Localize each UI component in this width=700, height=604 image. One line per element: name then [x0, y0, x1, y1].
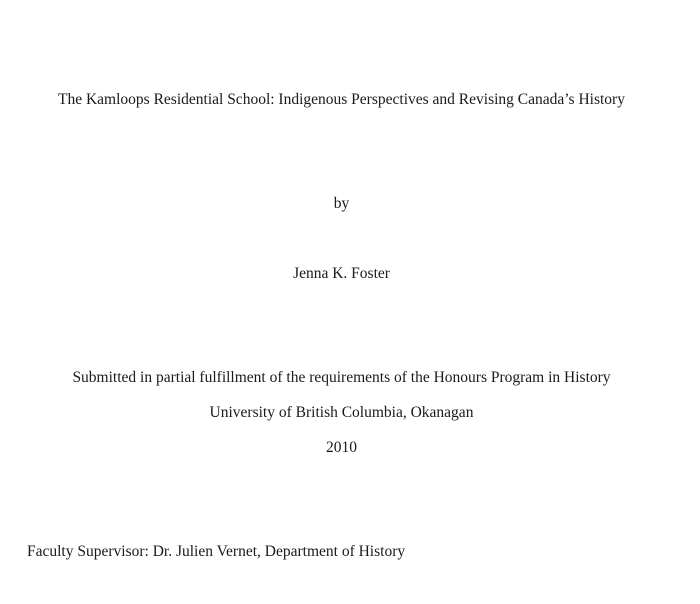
faculty-supervisor: Faculty Supervisor: Dr. Julien Vernet, Department of History [27, 543, 406, 560]
submission-statement: Submitted in partial fulfillment of the requirements of the Honours Program in History [72, 369, 611, 386]
thesis-title: The Kamloops Residential School: Indigenous Perspectives and Revising Canada’s History [58, 91, 625, 108]
institution-name: University of British Columbia, Okanagan [209, 404, 474, 421]
submission-year: 2010 [326, 439, 357, 456]
by-label: by [333, 195, 350, 212]
author-name: Jenna K. Foster [293, 265, 390, 282]
